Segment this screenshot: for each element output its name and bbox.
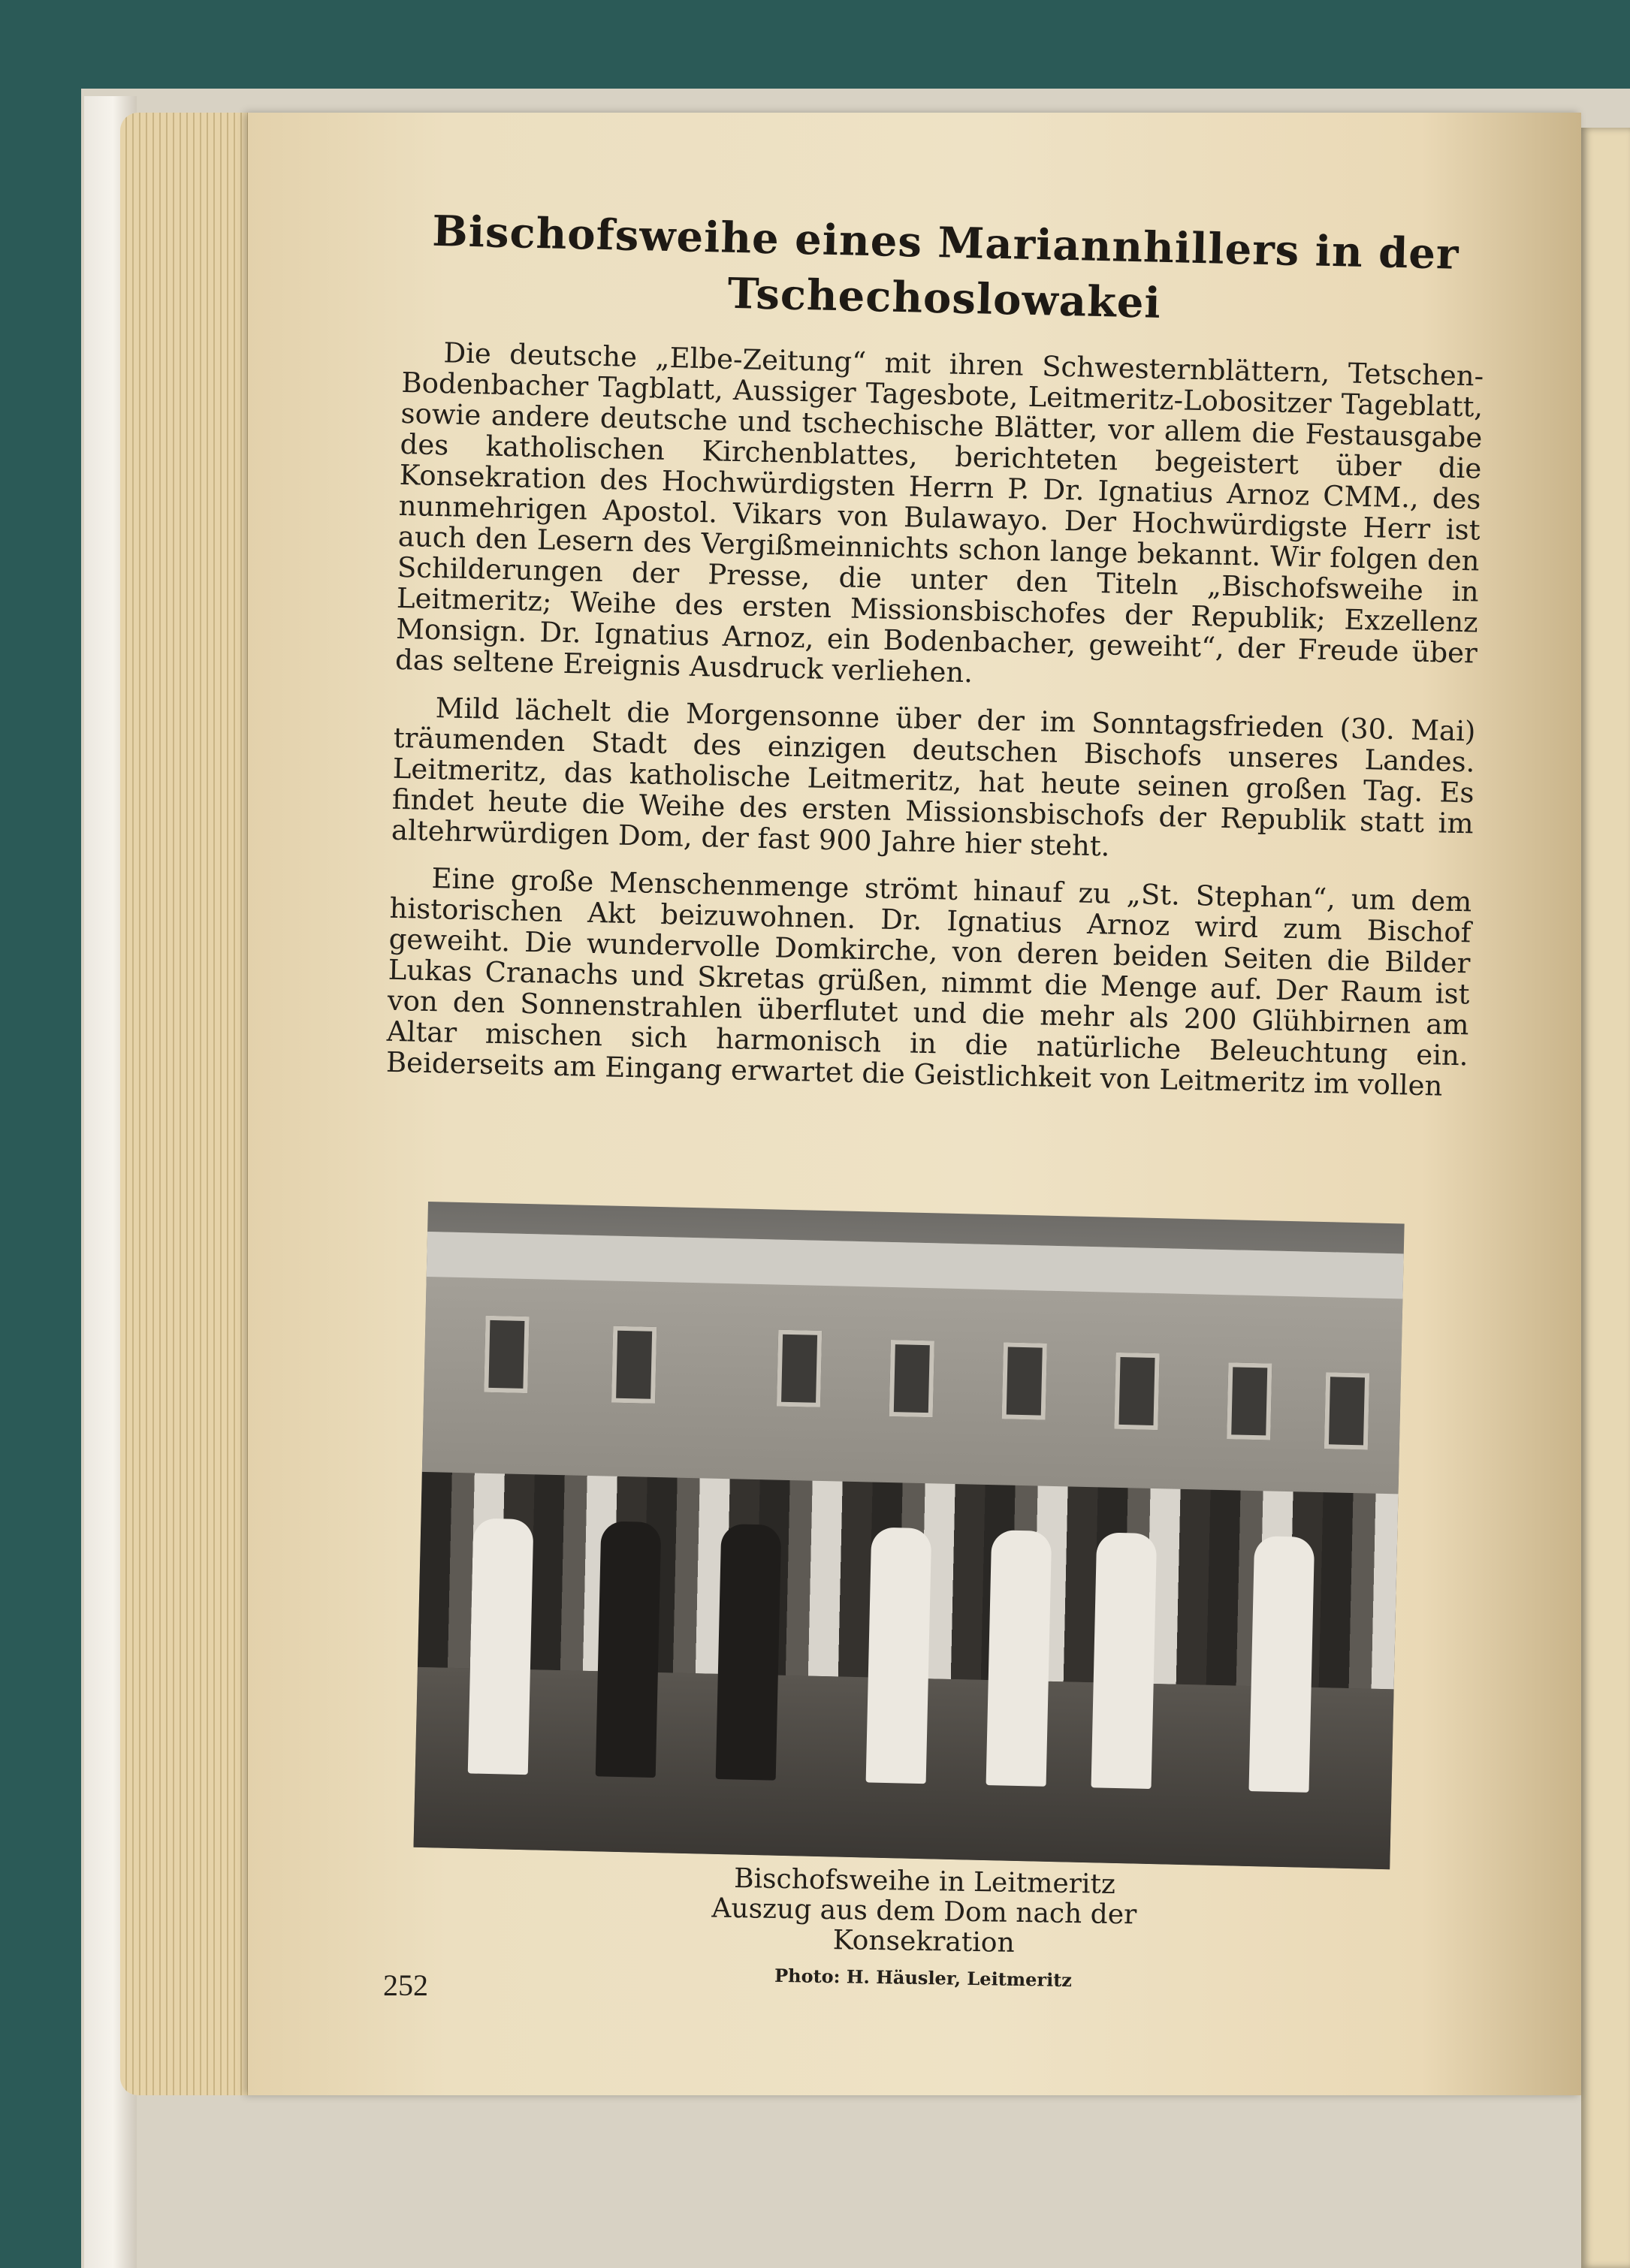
photo-procession-figure [1091,1532,1158,1789]
photo-caption [623,1862,1226,1998]
article-title: Bischofsweihe eines Mariannhillers in der Tschechoslowakei [431,206,1460,328]
caption-line-2: Auszug aus dem Dom nach der Konsekration [711,1893,1137,1959]
photo-window [777,1330,822,1407]
photo-procession-figure [596,1521,662,1778]
procession-photo [413,1202,1404,1869]
photo-window [889,1340,934,1417]
book-page [248,113,1581,2095]
photo-building-roof [427,1232,1404,1298]
article-paragraph-2: Mild lächelt die Morgensonne über der im Sonntagsfrieden (30. Mai) träumenden Stadt des einzigen deutschen Bischofs unseres Landes. Leitmeritz, das katholische Leitmeritz, hat heute seinen großen Tag. Es findet heute die Weihe des ersten Missionsbischofs der Republik statt im altehrwürdigen Dom, der fast 900 Jahre hier steht. [391,692,1476,863]
page-number: 252 [383,1968,428,2002]
article-paragraph-1: Die deutsche „Elbe-Zeitung“ mit ihren Schwesternblättern, Tetschen-Bodenbacher Tagblatt, Aussiger Tagesbote, Leitmeritz-Lobositzer Tageblatt, sowie andere deutsche und tschechische Blätter, vor allem die Festausgabe des katholischen Kirchenblattes, berichteten begeistert über die Konsekration des Hochwürdigsten Herrn P. Dr. Ignatius Arnoz CMM., des nunmehrigen Apostol. Vikars von Bulawayo. Der Hochwürdigste Herr ist auch den Lesern des Vergißmeinnichts schon lange bekannt. Wir folgen den Schilderungen der Presse, die unter den Titeln „Bischofsweihe in Leitmeritz; Weihe des ersten Missionsbischofes der Republik; Exzellenz Monsign. Dr. Ignatius Arnoz, ein Bodenbacher, geweiht“, der Freude über das seltene Ereignis Ausdruck verliehen. [394,336,1484,689]
photo-procession-figure [1248,1536,1315,1793]
photo-window [1114,1353,1159,1430]
article-paragraph-3: Eine große Menschenmenge strömt hinauf zu „St. Stephan“, um dem historischen Akt beizuwohnen. Dr. Ignatius Arnoz wird zum Bischof geweiht. Die wundervolle Domkirche, von deren beiden Seiten die Bilder Lukas Cranachs und Skretas grüßen, nimmt die Menge auf. Der Raum ist von den Sonnenstrahlen überflutet und die mehr als 200 Glühbirnen am Altar mischen sich harmonisch in die natürliche Beleuchtung ein. Beiderseits am Eingang erwartet die Geistlichkeit von Leitmeritz im vollen [385,862,1472,1102]
photo-window [484,1316,529,1393]
photo-building [421,1232,1403,1509]
photo-window [1324,1372,1369,1449]
facing-page-edge [1581,128,1630,2268]
photo-procession-figure [468,1518,534,1775]
photo-credit: Photo: H. Häusler, Leitmeritz [774,1964,1073,1992]
photo-procession-figure [866,1528,932,1784]
photo-procession-figure [716,1524,782,1781]
photo-window [1227,1362,1272,1440]
photo-procession-figure [986,1530,1052,1787]
photo-window [1002,1342,1047,1419]
caption-line-1: Bischofsweihe in Leitmeritz [733,1863,1116,1900]
article [386,203,1487,1102]
photo-window [611,1326,657,1404]
